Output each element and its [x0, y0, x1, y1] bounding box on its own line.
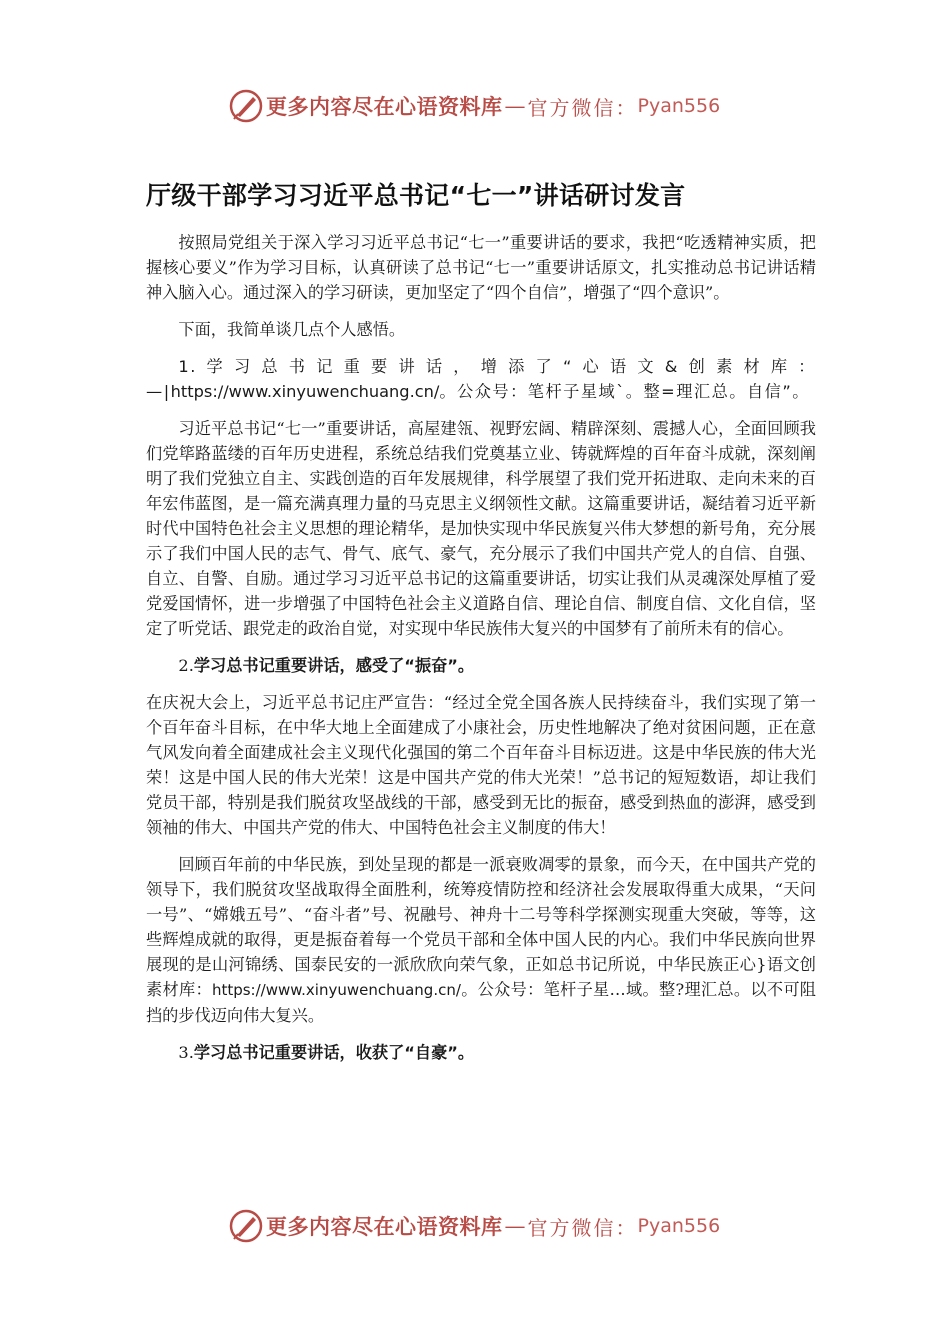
banner-wechat-label: 官方微信：	[527, 95, 638, 120]
header-banner	[228, 86, 720, 126]
heading-2-text: 学习总书记重要讲话，感受了“振奋”。	[193, 656, 475, 675]
heading-2-number: 2.	[178, 656, 194, 675]
paragraph-2b-url: https://www.xinyuwenchuang.cn/	[211, 981, 461, 999]
paragraph-2b-text: 回顾百年前的中华民族，到处呈现的都是一派衰败凋零的景象，而今天，在中国共产党的领导下，我们脱贫攻坚战取得全面胜利，统筹疫情防控和经济社会发展取得重大成果，“天问一号”、“嫦娥五号”、“奋斗者”号、祝融号、神舟十二号等科学探测实现重大突破，等等，这些辉煌成就的取得，更是振奋着每一个党员干部和全体中国人民的内心。我们中华民族向世界展现的是山河锦绣、国泰民安的一派欣欣向荣气象，正如总书记所说，中华民族正心}语文创素材库：	[146, 855, 816, 999]
banner-account: Pyan556	[637, 1215, 721, 1237]
banner-dash: —	[504, 1214, 526, 1238]
section-heading-1	[146, 354, 816, 404]
banner-account: Pyan556	[637, 95, 721, 117]
heading-1-tail: 。公众号：笔杆子星域`。整=理汇总。自信”。	[439, 382, 810, 401]
heading-3-text: 学习总书记重要讲话，收获了“自豪”。	[193, 1043, 475, 1062]
section-heading-3	[146, 1040, 816, 1065]
heading-1-text: 1.学习总书记重要讲话，增添了“心语文&创素材库：—|	[146, 357, 816, 401]
pen-logo-icon	[228, 88, 264, 124]
paragraph-2b-tail: 。公众号：笔杆子星…域。整?理汇总。以不可阻挡的步伐迈向伟大复兴。	[146, 980, 816, 1025]
heading-1-url: https://www.xinyuwenchuang.cn/	[170, 382, 440, 401]
paragraph-section-2a: 在庆祝大会上，习近平总书记庄严宣告：“经过全党全国各族人民持续奋斗，我们实现了第一个百年奋斗目标，在中华大地上全面建成了小康社会，历史性地解决了绝对贫困问题，正在意气风发向着全面建成社会主义现代化强国的第二个百年奋斗目标迈进。这是中华民族的伟大光荣！这是中国人民的伟大光荣！这是中国共产党的伟大光荣！”总书记的短短数语，却让我们党员干部，特别是我们脱贫攻坚战线的干部，感受到无比的振奋，感受到热血的澎湃，感受到领袖的伟大、中国共产党的伟大、中国特色社会主义制度的伟大！	[146, 693, 816, 837]
paragraph-section-1: 习近平总书记“七一”重要讲话，高屋建瓴、视野宏阔、精辟深刻、震撼人心，全面回顾我们党筚路蓝缕的百年历史进程，系统总结我们党奠基立业、铸就辉煌的百年奋斗成就，深刻阐明了我们党独立自主、实践创造的百年发展规律，科学展望了我们党开拓进取、走向未来的百年宏伟蓝图，是一篇充满真理力量的马克思主义纲领性文献。这篇重要讲话，凝结着习近平新时代中国特色社会主义思想的理论精华，是加快实现中华民族复兴伟大梦想的新号角，充分展示了我们中国人民的志气、骨气、底气、豪气，充分展示了我们中国共产党人的自信、自强、自立、自警、自励。通过学习习近平总书记的这篇重要讲话，切实让我们从灵魂深处厚植了爱党爱国情怀，进一步增强了中国特色社会主义道路自信、理论自信、制度自信、文化自信，坚定了听党话、跟党走的政治自觉，对实现中华民族伟大复兴的中国梦有了前所未有的信心。	[146, 419, 816, 638]
banner-dash: —	[504, 94, 526, 118]
document-body	[146, 230, 816, 1077]
section-heading-2	[146, 653, 816, 678]
footer-banner	[228, 1206, 720, 1246]
paragraph-section-2b	[146, 852, 816, 1028]
pen-logo-icon	[228, 1208, 264, 1244]
document-title: 厅级干部学习习近平总书记“七一”讲话研讨发言	[146, 181, 686, 210]
heading-3-number: 3.	[178, 1043, 194, 1062]
banner-brand: 更多内容尽在心语资料库	[266, 1214, 503, 1239]
banner-wechat-label: 官方微信：	[527, 1215, 638, 1240]
paragraph-transition: 下面，我简单谈几点个人感悟。	[178, 320, 406, 339]
banner-brand: 更多内容尽在心语资料库	[266, 94, 503, 119]
paragraph-intro: 按照局党组关于深入学习习近平总书记“七一”重要讲话的要求，我把“吃透精神实质，把握核心要义”作为学习目标，认真研读了总书记“七一”重要讲话原文，扎实推动总书记讲话精神入脑入心。通过深入的学习研读，更加坚定了“四个自信”，增强了“四个意识”。	[146, 233, 816, 302]
